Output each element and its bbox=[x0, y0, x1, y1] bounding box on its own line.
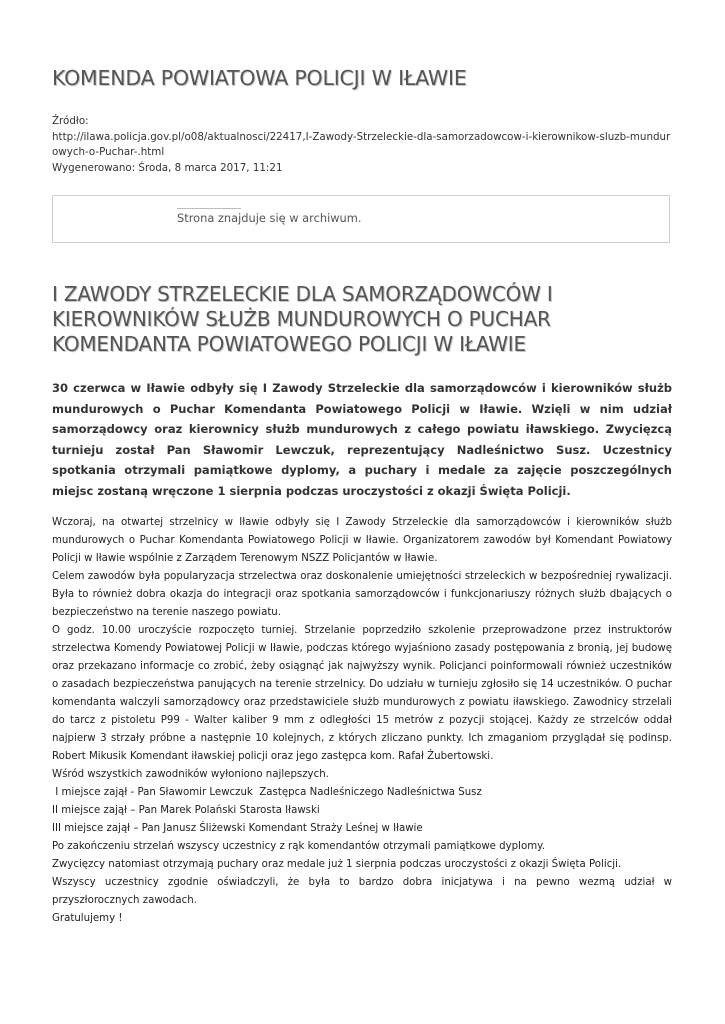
result-third-place: III miejsce zajął – Pan Janusz Śliżewski Komendant Straży Leśnej w Iławie bbox=[52, 823, 423, 834]
archive-message: Strona znajduje się w archiwum. bbox=[177, 211, 362, 225]
result-second-place: II miejsce zajął – Pan Marek Polański Starosta Iławski bbox=[52, 805, 320, 816]
article-title: I ZAWODY STRZELECKIE DLA SAMORZĄDOWCÓW I KIEROWNIKÓW SŁUŻB MUNDUROWYCH O PUCHAR KOMENDANTA POWIATOWEGO POLICJI W IŁAWIE bbox=[52, 282, 553, 356]
body-line: Zwycięzcy natomiast otrzymają puchary oraz medale już 1 sierpnia podczas uroczystości z okazji Święta Policji. bbox=[52, 859, 622, 870]
body-paragraph: Wszyscy uczestnicy zgodnie oświadczyli, że była to bardzo dobra inicjatywa i na pewno wezmą udział w przyszłorocznych zawodach. bbox=[52, 877, 672, 906]
article-body bbox=[52, 514, 672, 928]
body-line: Po zakończeniu strzelań wszyscy uczestnicy z rąk komendantów otrzymali pamiątkowe dyplomy. bbox=[52, 841, 545, 852]
archive-divider bbox=[177, 208, 241, 209]
source-block bbox=[52, 114, 676, 176]
archive-notice bbox=[52, 195, 670, 243]
generated-date: Wygenerowano: Środa, 8 marca 2017, 11:21 bbox=[52, 161, 283, 174]
result-first-place: I miejsce zajął - Pan Sławomir Lewczuk Zastępca Nadleśniczego Nadleśnictwa Susz bbox=[52, 787, 482, 798]
body-line: Wśród wszystkich zawodników wyłoniono najlepszych. bbox=[52, 769, 329, 780]
body-paragraph: Celem zawodów była popularyzacja strzelectwa oraz doskonalenie umiejętności strzeleckich w bezpośredniej rywalizacji. Była to również dobra okazja do integracji oraz spotkania samorządowców i funkcjonariuszy różnych służb dbających o bezpieczeństwo na terenie naszego powiatu. bbox=[52, 571, 672, 618]
source-url[interactable]: http://ilawa.policja.gov.pl/o08/aktualnosci/22417,I-Zawody-Strzeleckie-dla-samorzadowcow-i-kierownikow-sluzb-mundurowych-o-Puchar-.html bbox=[52, 130, 671, 158]
closing-line: Gratulujemy ! bbox=[52, 913, 123, 924]
source-label: Źródło: bbox=[52, 115, 89, 127]
body-paragraph: Wczoraj, na otwartej strzelnicy w Iławie odbyły się I Zawody Strzeleckie dla samorządowców i kierowników służb mundurowych o Puchar Komendanta Powiatowego Policji w Iławie. Organizatorem zawodów był Komendant Powiatowy Policji w Iławie wspólnie z Zarządem Terenowym NSZZ Policjantów w Iławie. bbox=[52, 517, 672, 564]
body-paragraph: O godz. 10.00 uroczyście rozpoczęto turniej. Strzelanie poprzedziło szkolenie przeprowadzone przez instruktorów strzelectwa Komendy Powiatowej Policji w Iławie, podczas którego wyjaśniono zasady postępowania z bronią, jej budowę oraz przekazano informacje co zrobić, żeby osiągnąć jak najwyższy wynik. Policjanci poinformowali również uczestników o zasadach bezpieczeństwa panujących na terenie strzelnicy. Do udziału w turnieju zgłosiło się 14 uczestników. O puchar komendanta walczyli samorządowcy oraz przedstawiciele służb mundurowych z powiatu iławskiego. Zawodnicy strzelali do tarcz z pistoletu P99 - Walter kaliber 9 mm z odległości 15 metrów z pozycji stojącej. Każdy ze strzelców oddał najpierw 3 strzały próbne a następnie 10 kolejnych, z których zliczano punkty. Ich zmaganiom przyglądał się podinsp. Robert Mikusik Komendant iławskiej policji oraz jego zastępca kom. Rafał Żubertowski. bbox=[52, 625, 672, 762]
article-lead: 30 czerwca w Iławie odbyły się I Zawody Strzeleckie dla samorządowców i kierowników służb mundurowych o Puchar Komendanta Powiatowego Policji w Iławie. Wzięli w nim udział samorządowcy oraz kierownicy służb mundurowych z całego powiatu iławskiego. Zwycięzcą turnieju został Pan Sławomir Lewczuk, reprezentujący Nadleśnictwo Susz. Uczestnicy spotkania otrzymali pamiątkowe dyplomy, a puchary i medale za zajęcie poszczególnych miejsc zostaną wręczone 1 sierpnia podczas uroczystości z okazji Święta Policji. bbox=[52, 381, 672, 498]
site-title: KOMENDA POWIATOWA POLICJI W IŁAWIE bbox=[52, 66, 467, 90]
